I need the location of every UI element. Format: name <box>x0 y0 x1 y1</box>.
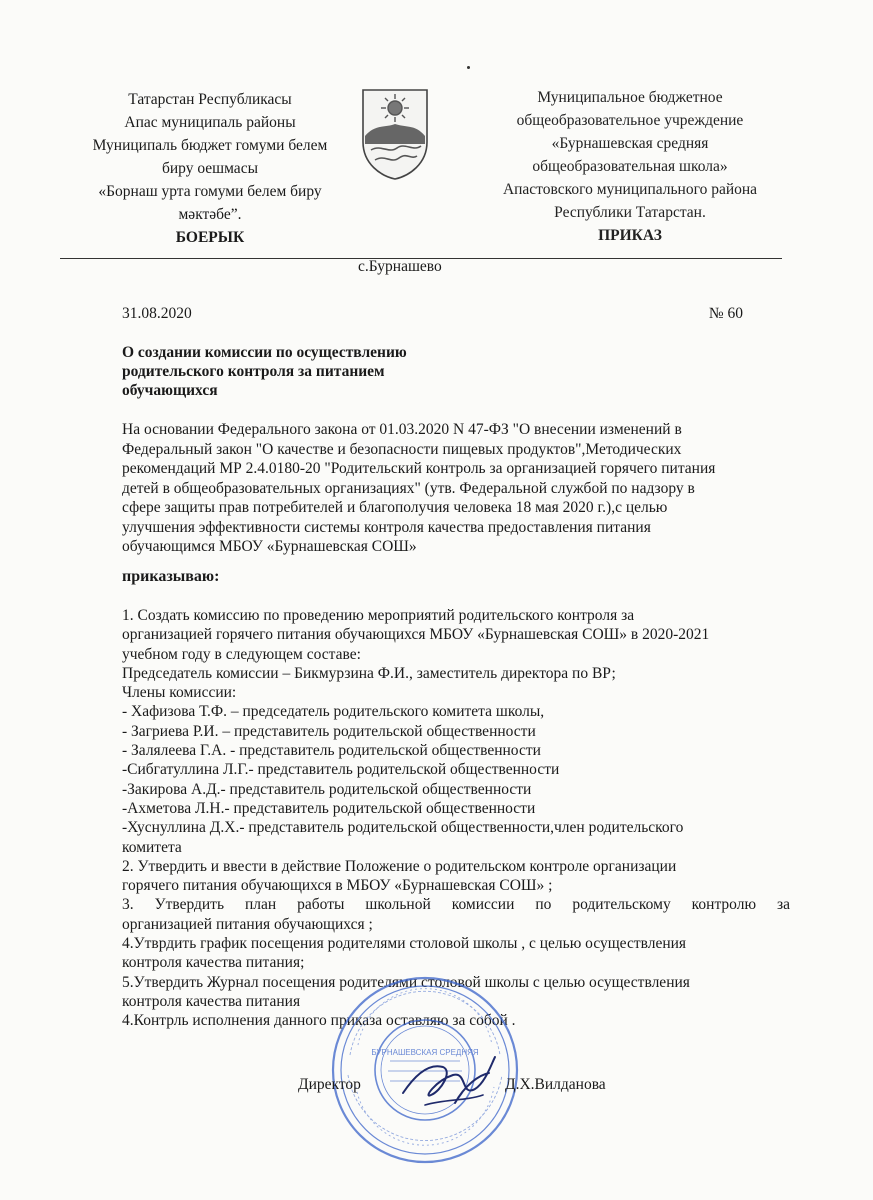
item-line: -Сибгатуллина Л.Г.- представитель родительской общественности <box>122 761 560 779</box>
order-date: 31.08.2020 <box>122 305 192 322</box>
header-right-line: Республики Татарстан. <box>554 204 706 221</box>
basis-line: детей в общеобразовательных организациях" (утв. Федеральной службой по надзору в <box>122 479 695 497</box>
doc-type-tatar: БОЕРЫК <box>175 229 245 246</box>
subject-line: обучающихся <box>122 382 218 399</box>
order-basis <box>122 420 780 557</box>
item-line: контроля качества питания; <box>122 954 305 972</box>
header-right-line: Муниципальное бюджетное <box>537 89 723 106</box>
village-name: с.Бурнашево <box>358 258 442 275</box>
header-left-line: Муниципаль бюджет гомуми белем <box>92 137 328 154</box>
item-line: 2. Утвердить и ввести в действие Положение о родительском контроле организации <box>122 857 677 875</box>
item-line: Председатель комиссии – Бикмурзина Ф.И., заместитель директора по ВР; <box>122 664 616 682</box>
header-right <box>465 86 795 247</box>
basis-line: улучшения эффективности системы контроля качества предоставления питания <box>122 518 651 536</box>
doc-type-russian: ПРИКАЗ <box>598 227 662 244</box>
header-left-line: «Борнаш урта гомуми белем биру <box>98 183 322 200</box>
header-right-line: общеобразовательное учреждение <box>516 112 744 129</box>
stamp-label: БУРНАШЕВСКАЯ СРЕДНЯЯ <box>371 1048 479 1057</box>
basis-line: Федеральный закон "О качестве и безопасности пищевых продуктов",Методических <box>122 440 682 458</box>
item-line: - Загриева Р.И. – представитель родительской общественности <box>122 722 536 740</box>
item-line: 3. Утвердить план работы школьной комиссии по родительскому контролю за <box>122 896 790 914</box>
item-line: - Хафизова Т.Ф. – председатель родительского комитета школы, <box>122 703 545 721</box>
item-line: -Закирова А.Д.- представитель родительской общественности <box>122 780 532 798</box>
item-line: горячего питания обучающихся в МБОУ «Бурнашевская СОШ» ; <box>122 877 553 895</box>
item-line: контроля качества питания <box>122 992 301 1010</box>
item-line: 4.Контрль исполнения данного приказа оставляю за собой . <box>122 1012 516 1030</box>
item-line: учебном году в следующем составе: <box>122 645 361 663</box>
item-line: 5.Утвердить Журнал посещения родителями столовой школы с целью осуществления <box>122 973 690 991</box>
basis-line: рекомендаций МР 2.4.0180-20 "Родительский контроль за организацией горячего питания <box>122 460 716 477</box>
order-items <box>122 606 790 1031</box>
header-right-line: общеобразовательная школа» <box>532 158 728 175</box>
header-left-line: биру оешмасы <box>162 160 258 177</box>
item-line: -Хуснуллина Д.Х.- представитель родительской общественности,член родительского <box>122 819 684 837</box>
signature-label: Директор <box>298 1076 361 1093</box>
item-line: комитета <box>122 838 182 856</box>
item-line: Члены комиссии: <box>122 684 237 702</box>
coat-of-arms-emblem <box>357 84 433 180</box>
order-number: № 60 <box>708 305 743 322</box>
order-subject <box>122 343 462 400</box>
header-right-line: Апастовского муниципального района <box>502 181 758 198</box>
item-line: 4.Утврдить график посещения родителями столовой школы , с целью осуществления <box>122 935 687 953</box>
director-name: Д.Х.Вилданова <box>505 1076 606 1093</box>
header-left-line: мәктәбе”. <box>178 206 242 223</box>
order-directive: приказываю: <box>122 568 220 585</box>
scan-speck <box>467 66 470 69</box>
basis-line: На основании Федерального закона от 01.03.2020 N 47-ФЗ "О внесении изменений в <box>122 421 682 438</box>
header-right-line: «Бурнашевская средняя <box>551 135 709 152</box>
header-left <box>60 88 360 249</box>
subject-line: родительского контроля за питанием <box>122 363 385 380</box>
header-left-line: Апас муниципаль районы <box>124 114 296 131</box>
basis-line: обучающимся МБОУ «Бурнашевская СОШ» <box>122 538 417 555</box>
director-signature <box>395 1045 505 1115</box>
subject-line: О создании комиссии по осуществлению <box>122 344 407 361</box>
item-line: 1. Создать комиссию по проведению мероприятий родительского контроля за <box>122 607 635 624</box>
item-line: -Ахметова Л.Н.- представитель родительской общественности <box>122 799 536 817</box>
item-line: - Залялеева Г.А. - представитель родительской общественности <box>122 742 541 760</box>
item-line: организацией горячего питания обучающихся МБОУ «Бурнашевская СОШ» в 2020-2021 <box>122 626 710 644</box>
item-line: организацией питания обучающихся ; <box>122 915 373 933</box>
basis-line: сфере защиты прав потребителей и благополучия человека 18 мая 2020 г.),с целью <box>122 499 668 516</box>
header-left-line: Татарстан Республикасы <box>128 91 292 108</box>
